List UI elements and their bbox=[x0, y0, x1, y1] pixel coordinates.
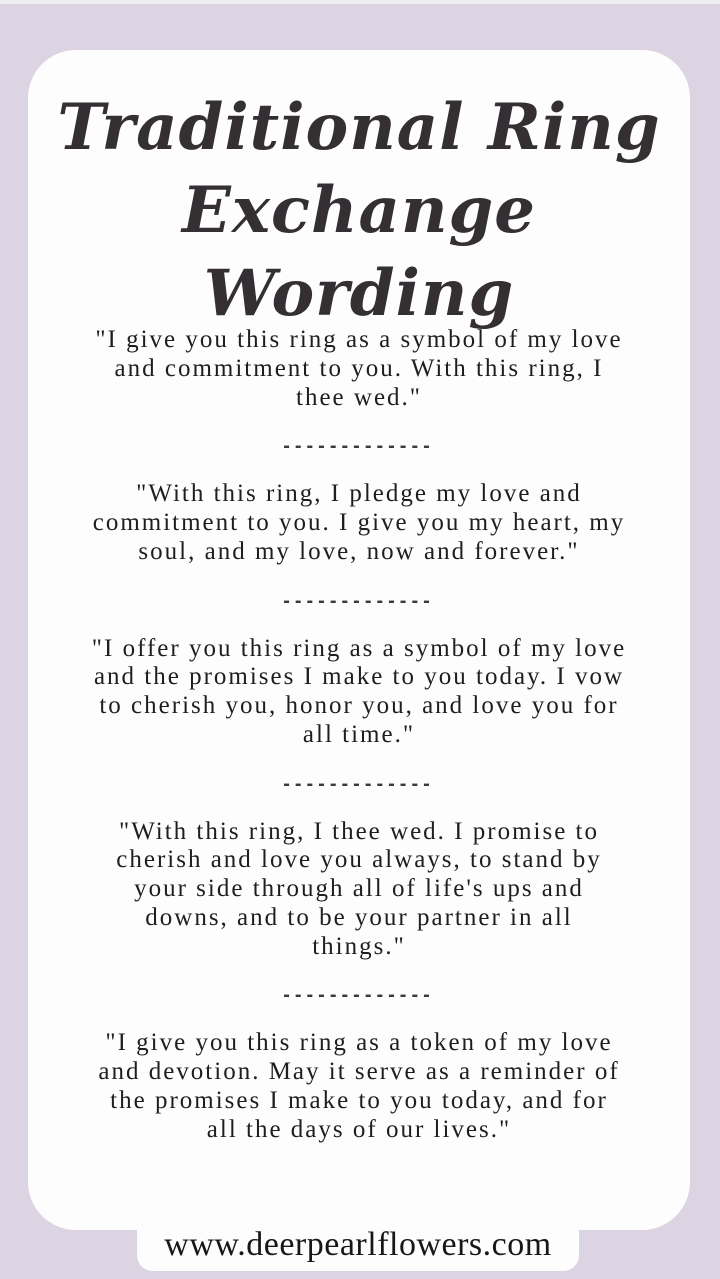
dashed-separator: ------------- bbox=[283, 772, 435, 795]
quote-line: things." bbox=[312, 932, 406, 960]
website-url: www.deerpearlflowers.com bbox=[164, 1226, 552, 1263]
quote-line: and commitment to you. With this ring, I bbox=[114, 354, 604, 382]
top-edge-highlight bbox=[0, 0, 720, 4]
poster-title bbox=[28, 86, 690, 336]
quote-text bbox=[34, 635, 684, 750]
dashed-separator: ------------- bbox=[283, 435, 435, 458]
quote-text bbox=[34, 480, 684, 566]
quote-line: your side through all of life's ups and bbox=[134, 875, 584, 902]
quote-line: to cherish you, honor you, and love you for bbox=[99, 692, 619, 719]
quote-line: all time." bbox=[302, 720, 416, 748]
quote-line: thee wed." bbox=[296, 383, 422, 411]
quote-line: the promises I make to you today, and for bbox=[110, 1086, 608, 1114]
quote-line: "I give you this ring as a symbol of my love bbox=[95, 326, 623, 353]
website-banner bbox=[137, 1213, 579, 1271]
quote-list bbox=[28, 326, 690, 1144]
quote-text bbox=[34, 326, 684, 412]
dashed-separator: ------------- bbox=[283, 984, 435, 1007]
content-card bbox=[28, 50, 690, 1230]
quote-line: all the days of our lives." bbox=[206, 1115, 512, 1143]
quote-line: "I offer you this ring as a symbol of my love bbox=[91, 634, 627, 662]
quote-line: and devotion. May it serve as a reminder of bbox=[98, 1058, 620, 1085]
quote-line: "With this ring, I thee wed. I promise to bbox=[118, 817, 599, 845]
quote-text bbox=[34, 1029, 684, 1144]
title-line-2: Exchange Wording bbox=[182, 173, 536, 332]
quote-line: and the promises I make to you today. I vow bbox=[93, 663, 625, 691]
title-line-1: Traditional Ring bbox=[57, 90, 661, 165]
quote-line: "With this ring, I pledge my love and bbox=[136, 480, 582, 508]
quote-line: "I give you this ring as a token of my love bbox=[105, 1029, 613, 1057]
quote-line: downs, and to be your partner in all bbox=[145, 903, 573, 931]
dashed-separator: ------------- bbox=[283, 589, 435, 612]
quote-line: cherish and love you always, to stand by bbox=[116, 846, 602, 874]
quote-text bbox=[34, 818, 684, 962]
quote-line: commitment to you. I give you my heart, my bbox=[92, 509, 626, 536]
quote-line: soul, and my love, now and forever." bbox=[138, 537, 580, 565]
